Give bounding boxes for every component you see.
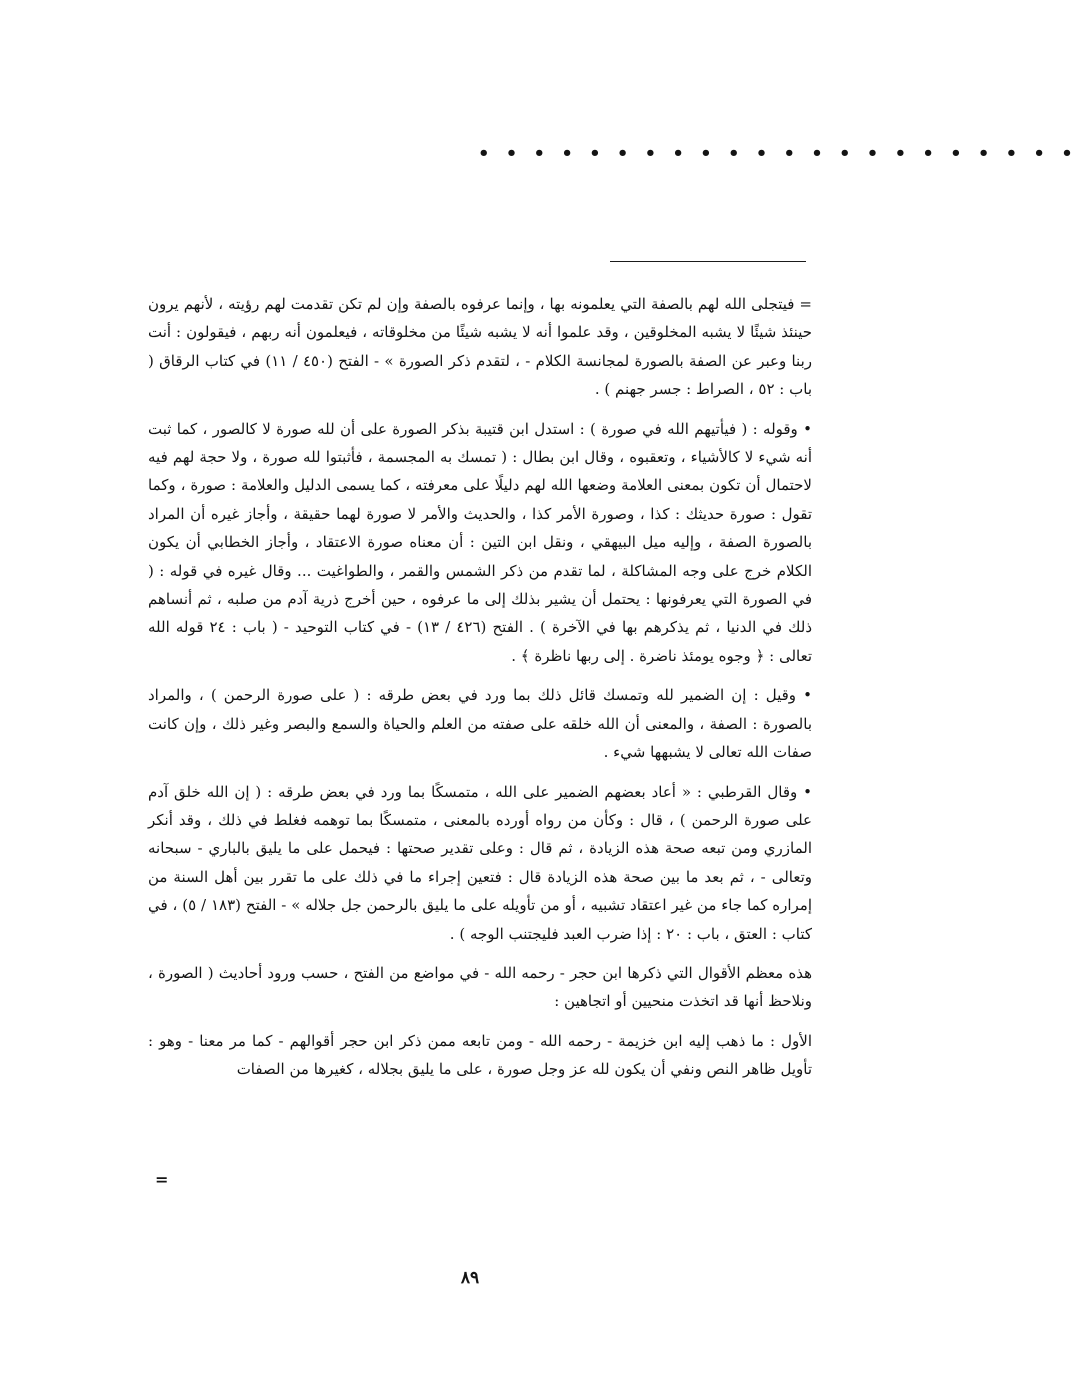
footnote-paragraph: هذه معظم الأقوال التي ذكرها ابن حجر - رحمه الله - في مواضع من الفتح ، حسب ورود أحاديث ( الصورة ، ونلاحظ أنها قد اتخذت منحيين أو اتجاهين :	[148, 963, 812, 1011]
footnote-paragraph: = فيتجلى الله لهم بالصفة التي يعلمونه بها ، وإنما عرفوه بالصفة وإن لم تكن تقدمت لهم رؤيته ، لأنهم يرون حينئذ شيئًا لا يشبه المخلوقين ، وقد علموا أنه لا يشبه شيئًا من مخلوقاته ، فيعلمون أنه ربهم ، فيقولون : أنت ربنا وعبر عن الصفة بالصورة لمجانسة الكلام - ، لتقدم ذكر الصورة » - الفتح (٤٥٠ / ١١) في كتاب الرقاق ( باب : ٥٢ ، الصراط : جسر جهنم ) .	[148, 295, 813, 399]
footnotes-block	[148, 290, 812, 1084]
section-separator-dots: • • • • • • • • • • • • • • • • • • • • • •	[478, 143, 1078, 164]
footnote-paragraph: • وقيل : إن الضمير لله وتمسك قائل ذلك بما ورد في بعض طرقه : ( على صورة الرحمن ) ، والمراد بالصورة : الصفة ، والمعنى أن الله خلقه على صفته من العلم والحياة والسمع والبصر وغير ذلك ، وإن كانت صفات الله تعالى لا يشبهها شيء .	[148, 686, 812, 762]
footnote-paragraph: • وقوله : ( فيأتيهم الله في صورة ) : استدل ابن قتيبة بذكر الصورة على أن لله صورة لا كالصور ، كما ثبت أنه شيء لا كالأشياء ، وتعقبوه ، وقال ابن بطال : ( تمسك به المجسمة ، فأثبتوا لله صورة ، ولا حجة لهم فيه لاحتمال أن تكون بمعنى العلامة وضعها الله لهم دليلًا على معرفته ، كما يسمى الدليل والعلامة : صورة ، وكما تقول : صورة حديثك : كذا ، وصورة الأمر كذا ، والحديث والأمر لا صورة لهما حقيقة ، وأجاز غيره أن المراد بالصورة الصفة ، وإليه ميل البيهقي ، ونقل ابن التين : أن معناه صورة الاعتقاد ، وأجاز الخطابي أن يكون الكلام خرج على وجه المشاكلة ، لما تقدم من ذكر الشمس والقمر ، والطواغيت ... وقال غيره في قوله : ( في الصورة التي يعرفونها : يحتمل أن يشير بذلك إلى ما عرفوه ، حين أخرج ذرية آدم من صلبه ، ثم أنساهم ذلك في الدنيا ، ثم يذكرهم بها في الآخرة ) . الفتح (٤٢٦ / ١٣) - في كتاب التوحيد - ( باب : ٢٤ قوله الله تعالى : ﴿ وجوه يومئذ ناضرة . إلى ربها ناظرة ﴾ .	[148, 419, 813, 665]
continuation-mark: =	[155, 1170, 169, 1189]
footnote-paragraph: الأول : ما ذهب إليه ابن خزيمة - رحمه الله - ومن تابعه ممن ذكر ابن حجر أقوالهم - كما مر معنا - وهو : تأويل ظاهر النص ونفي أن يكون لله عز وجل صورة ، على ما يليق بجلاله ، كغيرها من الصفات	[148, 1031, 812, 1079]
footnote-paragraph: • وقال القرطبي : « أعاد بعضهم الضمير على الله ، متمسكًا بما ورد في بعض طرقه : ( إن الله خلق آدم على صورة الرحمن ) ، قال : وكأن من رواه أورده بالمعنى ، متمسكًا بما توهمه فغلط في ذلك ، وقد أنكر المازري ومن تبعه صحة هذه الزيادة ، ثم قال : وعلى تقدير صحتها : فيحمل على ما يليق بالباري - سبحانه وتعالى - ، ثم بعد ما بين صحة هذه الزيادة قال : فتعين إجراء ما في ذلك على ما تقرر بين أهل السنة من إمراره كما جاء من غير اعتقاد تشبيه ، أو من تأويله على ما يليق بالرحمن جل جلاله » - الفتح (١٨٣ / ٥) ، في كتاب : العتق ، باب : ٢٠ : إذا ضرب العبد فليجتنب الوجه ) .	[148, 782, 813, 943]
footnote-separator-line	[610, 261, 806, 262]
page-number: ٨٩	[460, 1268, 480, 1288]
